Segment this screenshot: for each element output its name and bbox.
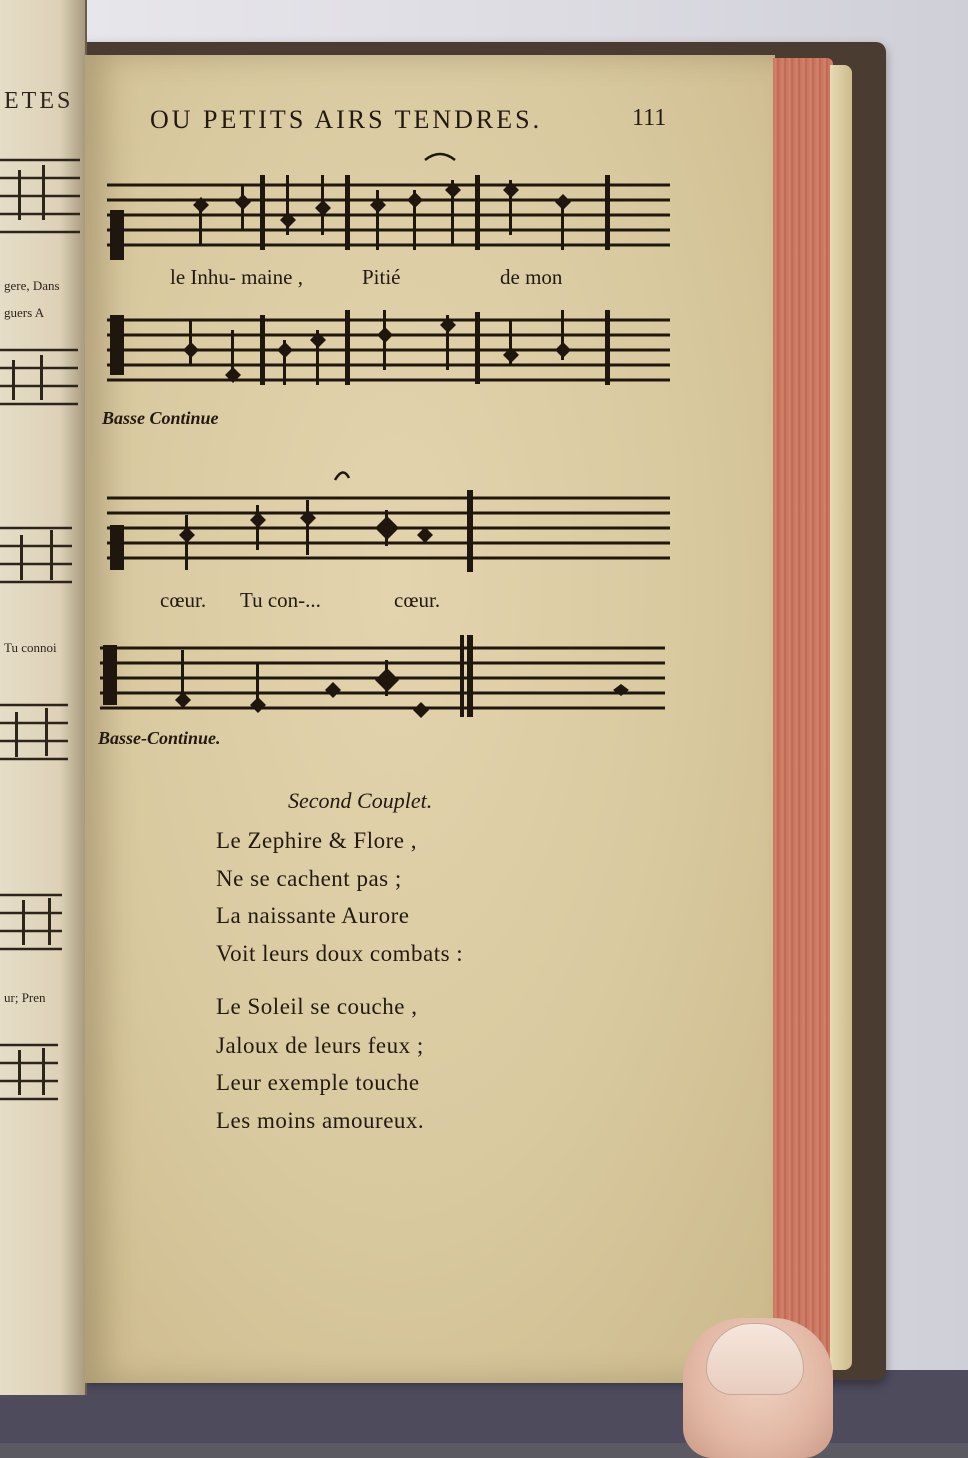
music-notation (95, 150, 675, 730)
bar-lines (260, 175, 610, 717)
verse-line: Jaloux de leurs feux ; (216, 1033, 424, 1058)
lyric-line: Tu con-... (240, 588, 321, 612)
verse-line: Le Soleil se couche , (216, 994, 418, 1019)
staff-lines (100, 185, 670, 708)
verse-line: Ne se cachent pas ; (216, 866, 402, 891)
verse-line: Leur exemple touche (216, 1070, 420, 1095)
lyric-line: Pitié (362, 265, 401, 289)
page-edge-fore (830, 65, 852, 1370)
notes (175, 175, 629, 718)
verse-line: Voit leurs doux combats : (216, 941, 464, 966)
couplet-title: Second Couplet. (288, 788, 433, 813)
clefs (103, 210, 124, 705)
verse-line: Le Zephire & Flore , (216, 828, 417, 853)
left-page-music-fragments (0, 0, 85, 1395)
lyric-line: de mon (500, 265, 563, 289)
page-number: 111 (632, 105, 667, 131)
left-lyric-fragment: guers A (4, 305, 45, 320)
bass-continuo-label: Basse Continue (102, 408, 219, 428)
left-lyric-fragment: ur; Pren (4, 990, 46, 1005)
lyric-line: cœur. (160, 588, 207, 612)
page-edge-red (773, 58, 833, 1378)
left-lyric-fragment: gere, Dans (4, 278, 60, 293)
verse-line: La naissante Aurore (216, 903, 410, 928)
verse-line: Les moins amoureux. (216, 1108, 425, 1133)
bass-continuo-label: Basse-Continue. (98, 728, 221, 748)
left-lyric-fragment: Tu connoi (4, 640, 57, 655)
lyric-line: cœur. (394, 588, 441, 612)
ornaments (335, 154, 455, 480)
left-running-head: ETES (4, 88, 74, 114)
running-head: OU PETITS AIRS TENDRES. (150, 105, 543, 134)
left-page (0, 0, 87, 1395)
lyric-line: le Inhu- maine , (170, 265, 303, 289)
